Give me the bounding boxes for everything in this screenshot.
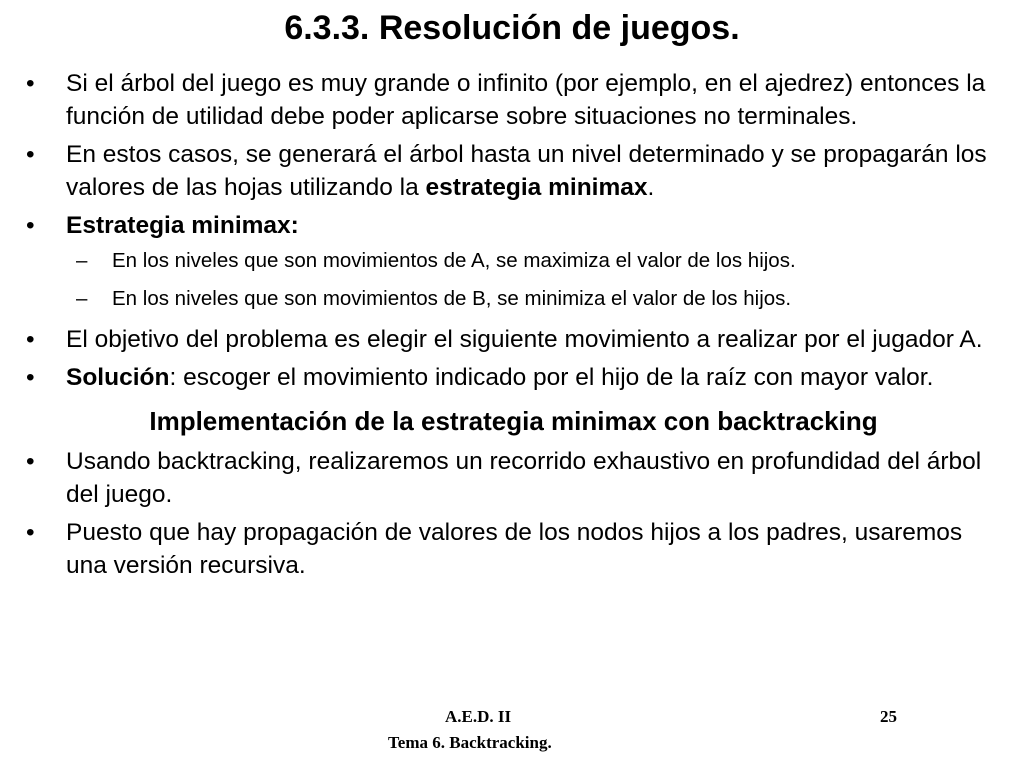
bullet-marker: • xyxy=(26,326,35,353)
sub-item-text: En los niveles que son movimientos de A, se maximiza el valor de los hijos. xyxy=(112,249,796,272)
bullet-marker: • xyxy=(26,364,35,391)
slide-title: 6.3.3. Resolución de juegos. xyxy=(284,9,740,47)
bullet-marker: • xyxy=(26,141,35,168)
footer-page-number: 25 xyxy=(880,707,897,726)
bullet-text: Puesto que hay propagación de valores de los nodos hijos a los padres, usaremos una versión recursiva. xyxy=(66,519,963,579)
dash-marker: – xyxy=(76,287,88,310)
bullet-heading: Estrategia minimax: xyxy=(66,212,299,239)
footer-topic: Tema 6. Backtracking. xyxy=(388,733,552,752)
bullet-item xyxy=(26,516,1001,582)
bullet-marker: • xyxy=(26,212,35,239)
bullet-item xyxy=(26,209,1001,242)
section-subheading: Implementación de la estrategia minimax con backtracking xyxy=(149,406,878,436)
bullet-marker: • xyxy=(26,70,35,97)
sub-item-text: En los niveles que son movimientos de B, se minimiza el valor de los hijos. xyxy=(112,287,792,310)
slide-content xyxy=(26,67,1001,587)
dash-marker: – xyxy=(76,249,88,272)
bullet-text: Si el árbol del juego es muy grande o infinito (por ejemplo, en el ajedrez) entonces la función de utilidad debe poder aplicarse sobre situaciones no terminales. xyxy=(66,70,986,130)
bullet-bold-term: estrategia minimax xyxy=(425,174,648,201)
sub-item xyxy=(26,285,1001,313)
bullet-marker: • xyxy=(26,448,35,475)
bullet-text: : escoger el movimiento indicado por el hijo de la raíz con mayor valor. xyxy=(169,364,934,391)
bullet-bold-term: Solución xyxy=(66,364,170,391)
bullet-item xyxy=(26,445,1001,511)
bullet-item xyxy=(26,67,1001,133)
bullet-item xyxy=(26,138,1001,204)
bullet-item xyxy=(26,361,1001,394)
bullet-marker: • xyxy=(26,519,35,546)
sub-item xyxy=(26,247,1001,275)
bullet-text: El objetivo del problema es elegir el siguiente movimiento a realizar por el jugador A. xyxy=(66,326,983,353)
bullet-text: En estos casos, se generará el árbol hasta un nivel determinado y se propagarán los valores de las hojas utilizando la xyxy=(66,141,987,201)
footer-course: A.E.D. II xyxy=(445,707,512,726)
bullet-text-end: . xyxy=(647,174,655,201)
bullet-text: Usando backtracking, realizaremos un recorrido exhaustivo en profundidad del árbol del juego. xyxy=(66,448,982,508)
bullet-item xyxy=(26,323,1001,356)
